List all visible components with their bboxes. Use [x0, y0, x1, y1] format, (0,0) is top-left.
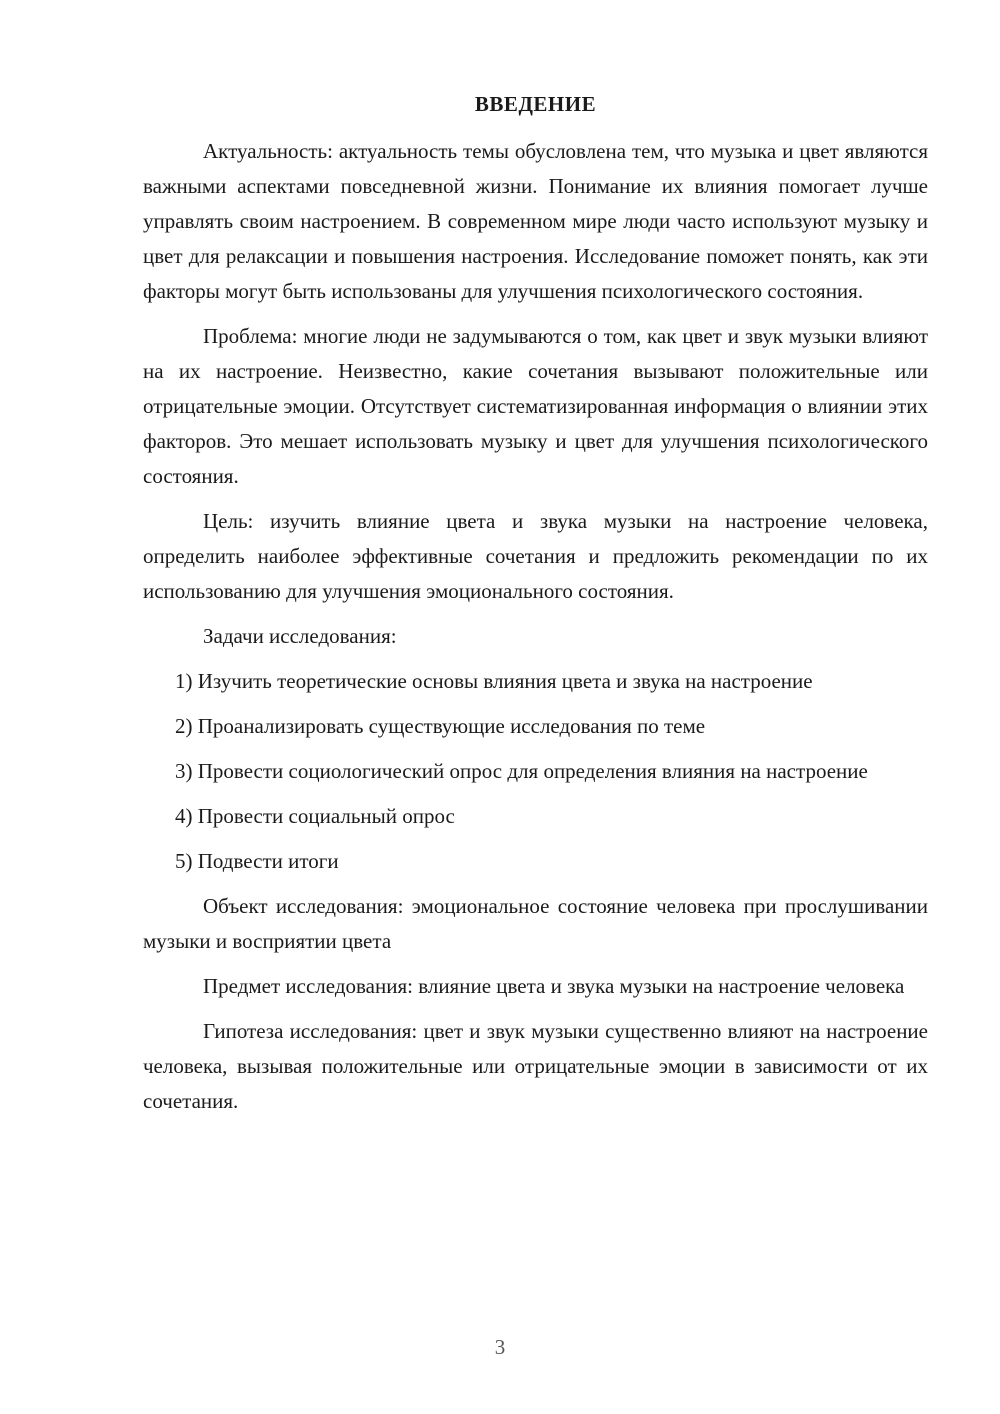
task-item-2: 2) Проанализировать существующие исследования по теме [175, 714, 706, 739]
task-item-4: 4) Провести социальный опрос [175, 804, 455, 829]
subject-paragraph: Предмет исследования: влияние цвета и звука музыки на настроение человека [203, 974, 905, 999]
document-page [143, 92, 928, 1129]
task-item-5: 5) Подвести итоги [175, 849, 339, 874]
object-paragraph: Объект исследования: эмоциональное состояние человека при прослушивании музыки и восприятии цвета [143, 894, 928, 954]
hypothesis-paragraph: Гипотеза исследования: цвет и звук музыки существенно влияют на настроение человека, вызывая положительные или отрицательные эмоции в зависимости от их сочетания. [143, 1019, 928, 1114]
task-item-3: 3) Провести социологический опрос для определения влияния на настроение [175, 759, 868, 784]
goal-paragraph: Цель: изучить влияние цвета и звука музыки на настроение человека, определить наиболее эффективные сочетания и предложить рекомендации по их использованию для улучшения эмоционального состояния. [143, 509, 928, 604]
task-item-1: 1) Изучить теоретические основы влияния цвета и звука на настроение [175, 669, 813, 694]
page-title: ВВЕДЕНИЕ [474, 92, 597, 116]
page-number: 3 [494, 1335, 506, 1359]
tasks-heading: Задачи исследования: [203, 624, 397, 649]
problem-paragraph: Проблема: многие люди не задумываются о том, как цвет и звук музыки влияют на их настроение. Неизвестно, какие сочетания вызывают положительные или отрицательные эмоции. Отсутствует систематизированная информация о влиянии этих факторов. Это мешает использовать музыку и цвет для улучшения психологического состояния. [143, 324, 928, 489]
relevance-paragraph: Актуальность: актуальность темы обусловлена тем, что музыка и цвет являются важными аспектами повседневной жизни. Понимание их влияния помогает лучше управлять своим настроением. В современном мире люди часто используют музыку и цвет для релаксации и повышения настроения. Исследование поможет понять, как эти факторы могут быть использованы для улучшения психологического состояния. [143, 139, 928, 304]
